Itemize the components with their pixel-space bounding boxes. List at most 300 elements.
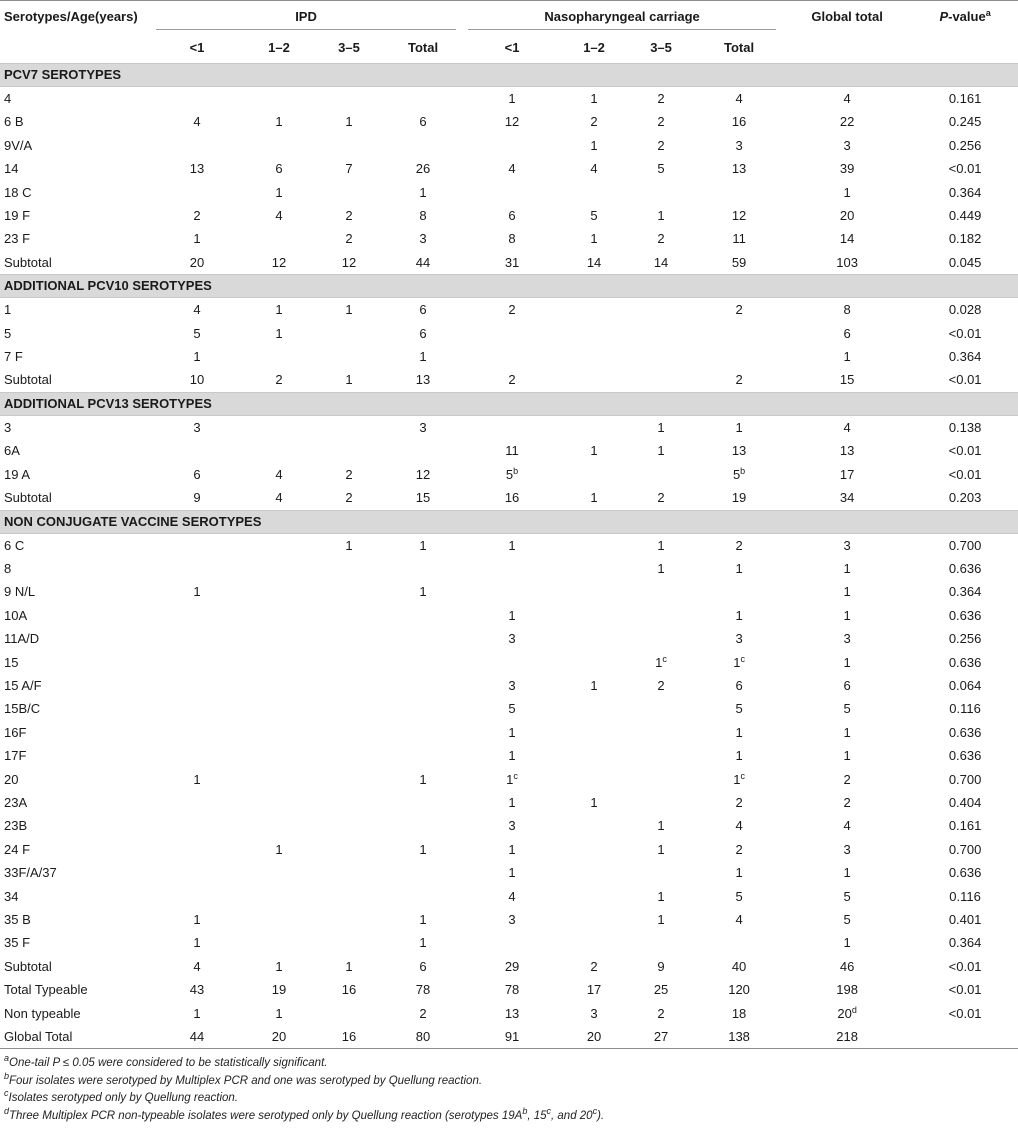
table-cell: 1: [508, 91, 516, 106]
table-cell: [314, 181, 384, 204]
table-cell: [244, 580, 314, 603]
table-cell: [626, 861, 696, 884]
table-cell: 1: [275, 1005, 283, 1021]
table-cell: 6: [419, 114, 427, 130]
table-cell: [562, 768, 626, 791]
table-cell: 19: [731, 490, 747, 506]
row-label: 5: [4, 325, 12, 341]
table-cell: [314, 580, 384, 603]
table-cell: 4: [735, 91, 743, 106]
table-row: [0, 861, 1018, 884]
table-cell: 6: [843, 677, 851, 693]
table-row: [0, 251, 1018, 275]
table-cell: 4: [508, 161, 516, 177]
table-cell: 0.203: [948, 490, 982, 506]
table-cell: 14: [839, 231, 855, 247]
table-cell: 1$^c$: [506, 770, 518, 787]
row-label: 3: [4, 419, 12, 435]
subheader-cell: <1: [189, 40, 205, 55]
table-cell: 3: [843, 631, 851, 647]
section-title: PCV7 SEROTYPES: [0, 64, 1018, 87]
header-ipd-label: IPD: [295, 9, 317, 24]
table-cell: [384, 439, 462, 462]
table-row: [0, 580, 1018, 603]
table-cell: 27: [653, 1029, 669, 1045]
table-cell: [244, 791, 314, 814]
table-cell: 20$^d$: [837, 1004, 857, 1021]
table-cell: 4: [843, 91, 851, 106]
table-cell: 3: [508, 631, 516, 647]
table-cell: 2: [508, 372, 516, 388]
table-cell: 1$^c$: [733, 653, 745, 670]
row-label: 9 N/L: [4, 584, 36, 600]
table-cell: 20: [839, 208, 855, 224]
row-label: 35 B: [4, 912, 31, 927]
table-cell: 3: [508, 912, 516, 927]
table-cell: [562, 557, 626, 580]
table-row: [0, 110, 1018, 133]
table-cell: 3: [508, 677, 516, 693]
section-header-row: [0, 510, 1018, 533]
table-cell: [626, 345, 696, 368]
table-cell: 13: [731, 161, 747, 177]
table-cell: 1: [590, 677, 598, 693]
row-label: 11A/D: [4, 631, 40, 647]
table-cell: [626, 791, 696, 814]
table-cell: <0.01: [948, 958, 982, 974]
table-cell: 40: [731, 958, 747, 974]
table-cell: [562, 861, 626, 884]
table-cell: 11: [732, 231, 746, 247]
section-title: NON CONJUGATE VACCINE SEROTYPES: [0, 510, 1018, 533]
table-cell: [562, 181, 626, 204]
table-cell: [562, 368, 626, 392]
table-cell: 0.116: [949, 701, 981, 717]
table-cell: 43: [189, 982, 205, 998]
table-cell: 2: [590, 114, 598, 130]
table-cell: [626, 580, 696, 603]
table-cell: 1: [419, 537, 427, 553]
table-cell: [314, 345, 384, 368]
row-label: 15 A/F: [4, 677, 42, 693]
table-cell: 0.449: [948, 208, 982, 224]
table-cell: 15: [839, 372, 855, 388]
table-cell: 4: [735, 912, 743, 927]
table-cell: 1: [193, 935, 201, 951]
table-cell: 59: [731, 254, 747, 270]
table-cell: 1: [735, 865, 743, 881]
table-row: [0, 697, 1018, 720]
table-cell: [150, 674, 244, 697]
table-cell: [150, 627, 244, 650]
table-cell: 78: [415, 982, 431, 998]
table-cell: 16: [341, 1029, 357, 1045]
table-row: [0, 157, 1018, 180]
table-cell: 2: [735, 537, 743, 553]
table-cell: 2: [735, 841, 743, 857]
table-cell: 1: [419, 584, 427, 600]
table-cell: [150, 814, 244, 837]
table-cell: <0.01: [948, 982, 982, 998]
table-cell: 1: [275, 114, 283, 130]
table-row: [0, 744, 1018, 767]
table-cell: [314, 322, 384, 345]
table-cell: [150, 87, 244, 111]
table-row: [0, 463, 1018, 486]
table-cell: 80: [415, 1029, 431, 1045]
table-cell: [696, 345, 782, 368]
table-cell: 0.364: [948, 935, 982, 951]
table-cell: 2: [657, 91, 665, 106]
table-cell: 12: [271, 254, 287, 270]
row-label: 15: [4, 654, 19, 670]
header-ipd: [150, 1, 462, 34]
footnote-b: $^b$Four isolates were serotyped by Multiplex PCR and one was serotyped by Quellung reaction.: [4, 1070, 483, 1087]
table-cell: 0.364: [948, 184, 982, 200]
table-cell: [244, 557, 314, 580]
subheader-row: [0, 33, 1018, 64]
table-cell: 25: [653, 982, 669, 998]
table-cell: 16: [341, 982, 357, 998]
table-cell: 2: [657, 137, 665, 153]
table-cell: 3: [419, 231, 427, 247]
table-cell: 0.116: [949, 888, 981, 904]
table-cell: 2: [345, 490, 353, 506]
table-cell: 3: [193, 419, 201, 435]
table-cell: [626, 463, 696, 486]
table-cell: 0.182: [948, 231, 982, 247]
table-cell: [626, 298, 696, 322]
table-cell: [384, 697, 462, 720]
section-title: ADDITIONAL PCV10 SEROTYPES: [0, 275, 1018, 298]
table-cell: 1: [193, 912, 201, 927]
table-cell: 1: [657, 537, 665, 553]
table-cell: [384, 557, 462, 580]
footnotes: [0, 1055, 1018, 1125]
table-cell: [626, 368, 696, 392]
header-global-total: Global total: [811, 9, 883, 24]
table-cell: 13: [839, 443, 855, 459]
table-cell: [462, 134, 562, 157]
table-cell: 1: [275, 325, 283, 341]
table-cell: [626, 697, 696, 720]
table-cell: [150, 181, 244, 204]
table-cell: <0.01: [948, 443, 982, 459]
table-cell: [244, 134, 314, 157]
table-cell: 20: [271, 1029, 287, 1045]
table-cell: [314, 744, 384, 767]
table-row: [0, 533, 1018, 557]
table-cell: 0.700: [948, 537, 982, 553]
row-label: 6 C: [4, 537, 25, 553]
table-cell: 1: [843, 560, 851, 576]
table-row: [0, 134, 1018, 157]
table-cell: 2: [345, 231, 353, 247]
table-cell: [314, 1002, 384, 1025]
table-header: [0, 1, 1018, 64]
table-cell: 6: [735, 677, 743, 693]
table-cell: 2: [419, 1005, 427, 1021]
table-cell: [562, 627, 626, 650]
table-cell: 1: [590, 137, 598, 153]
table-cell: 1: [657, 841, 665, 857]
table-cell: [150, 885, 244, 908]
table-cell: 1: [843, 584, 851, 600]
table-cell: 1: [735, 607, 743, 623]
table-row: [0, 955, 1018, 978]
table-cell: 34: [839, 490, 855, 506]
table-cell: [314, 604, 384, 627]
row-label: 1: [4, 302, 12, 318]
table-cell: [562, 533, 626, 557]
table-cell: [562, 298, 626, 322]
row-label: 7 F: [4, 349, 23, 365]
table-cell: 5: [590, 208, 598, 224]
row-label: Subtotal: [4, 254, 52, 270]
footnote-c: $^c$Isolates serotyped only by Quellung reaction.: [4, 1088, 238, 1105]
row-label: 19 F: [4, 208, 31, 224]
table-cell: [314, 838, 384, 861]
table-cell: 1: [508, 724, 516, 740]
section-header-row: [0, 275, 1018, 298]
table-cell: [314, 931, 384, 954]
table-cell: 0.700: [948, 771, 982, 787]
table-cell: [314, 134, 384, 157]
table-row: [0, 322, 1018, 345]
table-cell: [244, 345, 314, 368]
table-cell: [626, 181, 696, 204]
table-cell: 1: [193, 231, 201, 247]
row-label: 4: [4, 91, 12, 106]
table-cell: 1: [843, 865, 851, 881]
table-cell: [384, 721, 462, 744]
table-row: [0, 298, 1018, 322]
table-cell: 2: [843, 771, 851, 787]
table-cell: 2: [193, 208, 201, 224]
row-label: 6A: [4, 443, 20, 459]
row-label: 18 C: [4, 184, 32, 200]
table-cell: [314, 885, 384, 908]
table-cell: 0.028: [948, 302, 982, 318]
table-cell: [244, 227, 314, 250]
table-cell: [314, 415, 384, 439]
table-cell: [562, 744, 626, 767]
table-cell: [462, 651, 562, 674]
table-cell: [626, 768, 696, 791]
table-cell: [314, 791, 384, 814]
row-label: 19 A: [4, 466, 31, 482]
footnote-a: $^a$One-tail P ≤ 0.05 were considered to be statistically significant.: [4, 1053, 328, 1070]
row-label: 34: [4, 888, 19, 904]
table-cell: 8: [843, 302, 851, 318]
table-cell: 1: [735, 419, 743, 435]
table-cell: 1: [508, 794, 516, 810]
table-row: [0, 721, 1018, 744]
table-cell: [244, 744, 314, 767]
table-cell: 0.138: [948, 419, 982, 435]
table-cell: [150, 791, 244, 814]
table-cell: 1: [419, 771, 427, 787]
section-header-row: [0, 392, 1018, 415]
table-cell: [244, 674, 314, 697]
table-cell: 0.364: [948, 584, 982, 600]
table-row: [0, 87, 1018, 111]
table-cell: [562, 838, 626, 861]
table-cell: [150, 134, 244, 157]
table-cell: 2: [843, 794, 851, 810]
table-cell: 1: [345, 302, 353, 318]
table-cell: [314, 651, 384, 674]
table-cell: 7: [345, 161, 353, 177]
table-row: [0, 885, 1018, 908]
table-cell: 1: [657, 208, 665, 224]
table-cell: [562, 908, 626, 931]
table-cell: 0.636: [948, 560, 982, 576]
table-row: [0, 1002, 1018, 1025]
table-cell: 0.245: [948, 114, 982, 130]
table-cell: 14: [586, 254, 602, 270]
table-row: [0, 204, 1018, 227]
table-cell: <0.01: [948, 325, 982, 341]
subheader-cell: 1–2: [583, 40, 605, 55]
table-cell: [384, 885, 462, 908]
table-cell: 1: [345, 958, 353, 974]
table-cell: 0.401: [948, 912, 982, 927]
table-cell: [244, 931, 314, 954]
table-cell: [384, 604, 462, 627]
table-cell: [244, 87, 314, 111]
table-row: [0, 486, 1018, 510]
table-cell: 1: [419, 184, 427, 200]
table-cell: 1: [275, 841, 283, 857]
table-cell: [562, 463, 626, 486]
subheader-cell: Total: [724, 40, 755, 55]
table-row: [0, 181, 1018, 204]
table-cell: 16: [731, 114, 747, 130]
table-cell: [562, 580, 626, 603]
table-cell: <0.01: [948, 1005, 982, 1021]
table-cell: 2: [657, 490, 665, 506]
table-cell: 91: [504, 1029, 520, 1045]
table-cell: 2: [657, 231, 665, 247]
table-cell: 5: [735, 701, 743, 717]
table-cell: 3: [843, 841, 851, 857]
row-label: 23B: [4, 818, 28, 834]
table-row: [0, 415, 1018, 439]
table-cell: 2: [735, 372, 743, 388]
table-cell: [244, 814, 314, 837]
table-cell: 1: [657, 912, 665, 927]
table-row: [0, 978, 1018, 1001]
table-cell: [244, 908, 314, 931]
table-body: [0, 64, 1018, 1049]
table-cell: [384, 861, 462, 884]
table-cell: [384, 134, 462, 157]
table-cell: 6: [419, 958, 427, 974]
table-cell: 13: [731, 443, 747, 459]
table-cell: 1: [419, 935, 427, 951]
table-cell: [562, 721, 626, 744]
table-cell: 2: [590, 958, 598, 974]
table-cell: 3: [508, 818, 516, 834]
table-cell: [462, 557, 562, 580]
table-cell: 1: [735, 724, 743, 740]
table-cell: <0.01: [948, 161, 982, 177]
table-cell: [150, 533, 244, 557]
table-cell: 5: [843, 888, 851, 904]
table-cell: [150, 721, 244, 744]
table-cell: 6: [843, 325, 851, 341]
table-cell: 1: [843, 935, 851, 951]
table-cell: 1: [735, 748, 743, 764]
table-cell: [626, 322, 696, 345]
table-cell: 1: [590, 490, 598, 506]
table-cell: 6: [193, 466, 201, 482]
table-cell: [384, 627, 462, 650]
table-cell: 12: [415, 466, 431, 482]
table-cell: 218: [836, 1029, 858, 1045]
table-cell: [626, 721, 696, 744]
table-cell: 2: [508, 302, 516, 318]
table-cell: 1: [508, 537, 516, 553]
table-cell: 1: [275, 958, 283, 974]
table-cell: 17: [586, 982, 602, 998]
table-cell: 26: [415, 161, 431, 177]
table-cell: [150, 604, 244, 627]
table-cell: 0.636: [948, 748, 982, 764]
table-cell: 1: [657, 419, 665, 435]
table-cell: 1: [843, 724, 851, 740]
table-cell: 1: [590, 91, 598, 106]
row-label: 8: [4, 560, 12, 576]
table-cell: [150, 838, 244, 861]
row-label: 9V/A: [4, 137, 33, 153]
table-cell: 4: [193, 302, 201, 318]
table-cell: [626, 744, 696, 767]
table-row: [0, 814, 1018, 837]
table-cell: 120: [728, 982, 750, 998]
table-cell: 1: [843, 349, 851, 365]
table-cell: 4: [508, 888, 516, 904]
row-label: Subtotal: [4, 490, 52, 506]
table-cell: [384, 87, 462, 111]
table-cell: 4: [193, 958, 201, 974]
table-cell: 1: [508, 607, 516, 623]
row-label: 15B/C: [4, 701, 41, 717]
table-row: [0, 345, 1018, 368]
table-cell: [244, 768, 314, 791]
table-cell: 1: [345, 114, 353, 130]
table-cell: 1: [508, 841, 516, 857]
table-cell: 9: [193, 490, 201, 506]
table-cell: 1: [345, 537, 353, 553]
table-cell: 6: [275, 161, 283, 177]
table-cell: [150, 697, 244, 720]
table-cell: [384, 744, 462, 767]
table-cell: 39: [839, 161, 855, 177]
subheader-cell: 1–2: [268, 40, 290, 55]
table-cell: [562, 604, 626, 627]
row-label: 10A: [4, 607, 28, 623]
table-cell: 17: [839, 466, 855, 482]
table-row: [0, 627, 1018, 650]
footnote-d: $^d$Three Multiplex PCR non-typeable isolates were serotyped only by Quellung reaction (serotypes $19A^b$, 15$^c$, and 20$^c$).: [4, 1105, 605, 1122]
row-label: 33F/A/37: [4, 865, 57, 881]
table-cell: 14: [653, 254, 669, 270]
table-cell: 5: [508, 701, 516, 717]
header-np-label: Nasopharyngeal carriage: [544, 9, 700, 24]
table-cell: 0.404: [948, 794, 982, 810]
